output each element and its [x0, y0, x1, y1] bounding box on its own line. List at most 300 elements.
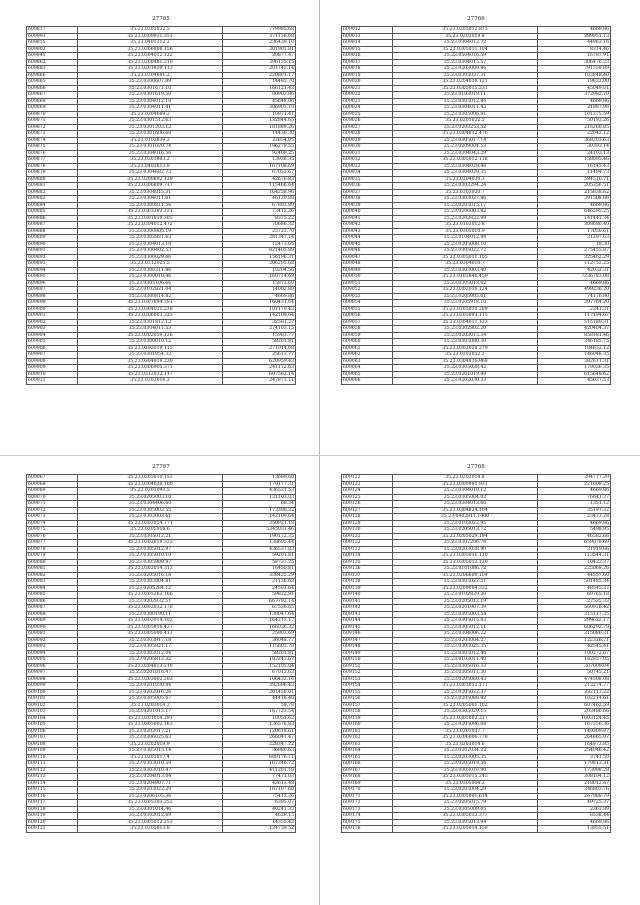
cadastral-number-cell: 35.23.0202034.22 [393, 748, 538, 755]
cadastral-number-cell: 35.23.0302020.279 [393, 345, 538, 352]
value-cell: 236439.10 [223, 40, 296, 47]
value-cell: 12473.65 [223, 241, 296, 248]
value-cell: 35197.32 [538, 507, 611, 514]
value-cell: 659078.69 [538, 540, 611, 547]
cadastral-number-cell: 35.23.0205012.875 [393, 27, 538, 34]
row-number-cell: 609867 [27, 92, 78, 99]
value-cell: 4669.86 [223, 293, 296, 300]
cadastral-number-cell: 35.23.0304816.968 [393, 358, 538, 365]
value-cell: 13955.51 [538, 826, 611, 833]
value-cell: 396135.15 [223, 59, 296, 66]
cadastral-number-cell: 35.23.0301054.32 [78, 352, 223, 359]
cadastral-number-cell: 35.23.0305011.104 [393, 46, 538, 53]
cadastral-number-cell: 35.23.0205029.194 [393, 533, 538, 540]
value-cell: 49725.37 [538, 800, 611, 807]
row-number-cell: 609094 [27, 650, 78, 657]
cadastral-number-cell: 35.23.0201054.291 [78, 715, 223, 722]
cadastral-number-cell: 35.23.0105010.209 [393, 306, 538, 313]
row-number-cell: 609075 [27, 527, 78, 534]
value-cell: 306476.23 [538, 59, 611, 66]
cadastral-number-cell: 35.23.0305001.614 [393, 793, 538, 800]
value-cell: 346185.75 [538, 339, 611, 346]
value-cell: 44557.60 [538, 572, 611, 579]
value-cell: 436531.53 [223, 488, 296, 495]
row-number-cell: 609136 [342, 566, 393, 573]
value-cell: 164213.17 [223, 618, 296, 625]
document-page-bottom-left [26, 464, 296, 833]
row-number-cell: 609139 [342, 585, 393, 592]
cadastral-number-cell: 35.23.0300995.931 [393, 481, 538, 488]
value-cell: 474508.08 [538, 676, 611, 683]
value-cell: 346803.76 [538, 787, 611, 794]
value-cell: 607462.59 [538, 702, 611, 709]
value-cell: 14430.30 [223, 131, 296, 138]
value-cell: 179813.31 [538, 761, 611, 768]
cadastral-number-cell: 35.23.0304013.18 [78, 241, 223, 248]
cadastral-number-cell: 35.23.0205916.6 [78, 527, 223, 534]
cadastral-number-cell: 35.23.0305916.437 [78, 624, 223, 631]
value-cell: 394777.29 [538, 475, 611, 482]
cadastral-number-cell: 35.23.0304029.48 [393, 163, 538, 170]
row-number-cell: 609074 [27, 520, 78, 527]
value-cell: 4669.86 [538, 488, 611, 495]
row-number-cell: 609024 [342, 105, 393, 112]
cadastral-number-cell: 35.23.0304011.53 [78, 326, 223, 333]
value-cell: 225069.26 [538, 566, 611, 573]
row-number-cell: 609151 [342, 663, 393, 670]
row-number-cell: 609883 [27, 196, 78, 203]
cadastral-number-cell: 35.23.0305012.46 [393, 650, 538, 657]
row-number-cell: 609894 [27, 267, 78, 274]
value-cell: 13689.60 [223, 475, 296, 482]
value-cell: 160714.69 [223, 274, 296, 281]
row-number-cell: 609169 [342, 780, 393, 787]
value-cell: 11494.73 [538, 170, 611, 177]
row-number-cell: 609080 [27, 559, 78, 566]
row-number-cell: 609872 [27, 124, 78, 131]
cadastral-number-cell: 35.23.0303052.171 [393, 683, 538, 690]
value-cell: 164973.85 [538, 741, 611, 748]
cadastral-number-cell: 35.23.0305013.377 [393, 813, 538, 820]
cadastral-number-cell: 35.23.0305002.55 [78, 507, 223, 514]
row-number-cell: 609885 [27, 209, 78, 216]
row-number-cell: 609114 [27, 780, 78, 787]
cadastral-number-cell: 35.23.0302032.176 [78, 605, 223, 612]
value-cell: 14355.43 [223, 819, 296, 826]
cadastral-number-cell: 35.23.0305011.130 [393, 553, 538, 560]
row-number-cell: 609064 [342, 365, 393, 372]
cadastral-number-cell: 35.23.0204013.04 [78, 774, 223, 781]
cadastral-number-cell: 35.23.0304030.100 [78, 481, 223, 488]
value-cell: 368203.63 [538, 137, 611, 144]
cadastral-number-cell: 35.23.0304681.2 [78, 72, 223, 79]
value-cell: 411201.18 [223, 767, 296, 774]
value-cell: 501485.34 [538, 579, 611, 586]
row-number-cell: 609032 [342, 157, 393, 164]
value-cell: 40241.33 [223, 806, 296, 813]
row-number-cell: 609088 [27, 611, 78, 618]
value-cell: 160431.64 [223, 300, 296, 307]
row-number-cell: 609888 [27, 228, 78, 235]
value-cell: 228347.22 [223, 741, 296, 748]
row-number-cell: 609090 [27, 624, 78, 631]
value-cell: 115603.78 [223, 644, 296, 651]
row-number-cell: 609866 [27, 72, 78, 79]
row-number-cell: 609092 [27, 637, 78, 644]
row-number-cell: 609025 [342, 111, 393, 118]
value-cell: 16145.43 [538, 163, 611, 170]
value-cell: 100272.67 [538, 650, 611, 657]
row-number-cell: 609911 [27, 378, 78, 385]
row-number-cell: 609167 [342, 767, 393, 774]
row-number-cell: 609170 [342, 787, 393, 794]
cadastral-number-cell: 35.23.0202014.8 [393, 475, 538, 482]
cadastral-number-cell: 35.23.0305013.94 [393, 819, 538, 826]
value-cell: 58201.81 [223, 339, 296, 346]
cadastral-number-cell: 35.23.0203014.6 [393, 741, 538, 748]
cadastral-number-cell: 35.23.0202017.21 [78, 728, 223, 735]
row-number-cell: 609154 [342, 683, 393, 690]
cadastral-number-cell: 35.23.0305029.15 [393, 709, 538, 716]
value-cell: 141441.34 [538, 215, 611, 222]
cadastral-number-cell: 35.23.0300814.82 [78, 293, 223, 300]
value-cell: 44416.40 [223, 696, 296, 703]
row-number-cell: 609069 [27, 488, 78, 495]
cadastral-number-cell: 35.23.0307094.391 [78, 300, 223, 307]
cadastral-number-cell: 35.23.0306905.371 [78, 365, 223, 372]
value-cell: 92409.25 [223, 150, 296, 157]
cadastral-number-cell: 35.23.0309931.351 [78, 33, 223, 40]
value-cell: 241172.63 [223, 365, 296, 372]
cadastral-number-cell: 35.23.0300402.53 [78, 248, 223, 255]
row-number-cell: 609862 [27, 59, 78, 66]
value-cell: 221608.25 [538, 481, 611, 488]
cadastral-number-cell: 35.23.0306028.66 [78, 254, 223, 261]
value-cell: 315117.35 [538, 611, 611, 618]
row-number-cell: 609881 [27, 183, 78, 190]
row-number-cell: 609031 [342, 150, 393, 157]
cadastral-number-cell: 35.23.0205918.10 [393, 300, 538, 307]
value-cell: 821405.89 [223, 248, 296, 255]
cadastral-number-cell: 35.23.0302012.69 [78, 813, 223, 820]
value-cell: 167107.60 [223, 787, 296, 794]
value-cell: 201450.01 [223, 689, 296, 696]
cadastral-number-cell: 35.23.0203253.52 [393, 124, 538, 131]
row-number-cell: 609019 [342, 72, 393, 79]
row-number-cell: 609079 [27, 553, 78, 560]
row-number-cell: 609027 [342, 124, 393, 131]
cadastral-number-cell: 35.23.0205017.4 [78, 754, 223, 761]
row-number-cell: 609082 [27, 572, 78, 579]
value-cell: 122326.71 [538, 637, 611, 644]
value-cell: 45648.06 [223, 98, 296, 105]
cadastral-number-cell: 35.23.0300892.129 [78, 176, 223, 183]
cadastral-number-cell: 35.23.0305003.54 [393, 611, 538, 618]
cadastral-number-cell: 35.23.0204813.210 [78, 663, 223, 670]
row-number-cell: 609901 [27, 313, 78, 320]
cadastral-number-cell: 35.23.0304918.230 [78, 358, 223, 365]
row-number-cell: 609034 [342, 170, 393, 177]
row-number-cell: 609091 [27, 631, 78, 638]
value-cell: 166036.32 [223, 624, 296, 631]
value-cell: 184652.12 [538, 345, 611, 352]
cadastral-number-cell: 35.23.0103011.40 [393, 657, 538, 664]
row-number-cell: 609029 [342, 137, 393, 144]
cadastral-number-cell: 35.23.0305015.231 [393, 85, 538, 92]
value-cell: 20877.47 [223, 53, 296, 60]
value-cell: 120618.61 [223, 728, 296, 735]
cadastral-number-cell: 35.23.0300010.12 [78, 339, 223, 346]
value-cell: 42545.41 [538, 644, 611, 651]
cadastral-number-cell: 35.23.0103846.459 [393, 274, 538, 281]
cadastral-number-cell: 35.23.0305980.97 [78, 559, 223, 566]
value-cell: 42032.31 [538, 267, 611, 274]
value-cell: 19.30 [538, 241, 611, 248]
cadastral-number-cell: 35.23.0305011.30 [393, 670, 538, 677]
value-cell: 68.34 [223, 501, 296, 508]
row-number-cell: 609817 [27, 27, 78, 34]
row-number-cell: 609130 [342, 527, 393, 534]
row-number-cell: 609159 [342, 715, 393, 722]
value-cell: 338425.29 [223, 572, 296, 579]
cadastral-number-cell: 35.23.0104012.98 [393, 235, 538, 242]
row-number-cell: 609013 [342, 33, 393, 40]
cadastral-number-cell: 35.23.0304824.104 [393, 507, 538, 514]
row-number-cell: 609105 [27, 722, 78, 729]
cadastral-number-cell: 35.23.0304011.43 [393, 105, 538, 112]
row-number-cell: 609166 [342, 761, 393, 768]
row-number-cell: 609077 [27, 540, 78, 547]
value-cell: 67536.65 [223, 605, 296, 612]
value-cell: 25903.69 [223, 631, 296, 638]
row-number-cell: 609841 [27, 53, 78, 60]
cadastral-number-cell: 35.23.0304011.123 [393, 319, 538, 326]
row-number-cell: 609906 [27, 345, 78, 352]
cadastral-number-cell: 35.23.0202016.26 [78, 689, 223, 696]
cadastral-number-cell: 35.23.0305080.30 [393, 339, 538, 346]
value-cell: 307009.04 [538, 663, 611, 670]
value-cell: 299622.17 [538, 618, 611, 625]
value-cell: 59.78 [223, 702, 296, 709]
cadastral-number-cell: 35.23.0305005.67 [78, 696, 223, 703]
cadastral-number-cell: 35.23.0301606.68 [78, 131, 223, 138]
cadastral-number-cell: 35.23.0302206.78 [393, 540, 538, 547]
value-cell: 121103.03 [223, 494, 296, 501]
value-cell: 15873.60 [223, 280, 296, 287]
row-number-cell: 609035 [342, 176, 393, 183]
row-number-cell: 609855 [27, 40, 78, 47]
row-number-cell: 609878 [27, 163, 78, 170]
value-cell: 594516.71 [538, 176, 611, 183]
row-number-cell: 609884 [27, 202, 78, 209]
value-cell: 25723.70 [223, 228, 296, 235]
row-number-cell: 609163 [342, 741, 393, 748]
value-cell: 397764.20 [538, 300, 611, 307]
row-number-cell: 609089 [27, 618, 78, 625]
cadastral-number-cell: 35.23.0203019.8 [393, 33, 538, 40]
cadastral-number-cell: 35.23.0305106.66 [78, 280, 223, 287]
cadastral-number-cell: 35.23.0303010.47 [78, 767, 223, 774]
cadastral-number-cell: 35.23.0205019.56 [393, 761, 538, 768]
value-cell: 60765.18 [538, 592, 611, 599]
row-number-cell: 609057 [342, 319, 393, 326]
value-cell: 201742.14 [223, 66, 296, 73]
cadastral-number-cell: 35.23.0209004.53 [393, 144, 538, 151]
cadastral-number-cell: 35.23.0302014.313 [78, 566, 223, 573]
cadastral-number-cell: 35.23.0205016.18 [78, 572, 223, 579]
cadastral-number-cell: 35.23.0304029.35 [393, 170, 538, 177]
cadastral-number-cell: 35.23.0203015.34 [393, 332, 538, 339]
value-cell: 392896.43 [223, 683, 296, 690]
row-number-cell: 609093 [27, 644, 78, 651]
cadastral-number-cell: 35.23.0302059.136 [78, 332, 223, 339]
cadastral-number-cell: 35.23.0301812.12 [78, 319, 223, 326]
cadastral-number-cell: 35.23.0304012.472 [78, 222, 223, 229]
value-cell: 1351.12 [538, 501, 611, 508]
row-number-cell: 609066 [342, 378, 393, 385]
value-cell: 5498.95 [538, 527, 611, 534]
value-cell: 179036.35 [538, 365, 611, 372]
row-number-cell: 609022 [342, 92, 393, 99]
cadastral-number-cell: 35.23.0305013.62 [393, 280, 538, 287]
value-cell: 75412.26 [223, 793, 296, 800]
cadastral-number-cell: 35.23.0205284.12 [78, 585, 223, 592]
row-number-cell: 609049 [342, 267, 393, 274]
cadastral-number-cell: 35.23.0305012.86 [393, 98, 538, 105]
value-cell: 149309.87 [538, 728, 611, 735]
row-number-cell: 609065 [342, 371, 393, 378]
row-number-cell: 609880 [27, 176, 78, 183]
row-number-cell: 609152 [342, 670, 393, 677]
row-number-cell: 609889 [27, 235, 78, 242]
value-cell: 4669.86 [538, 27, 611, 34]
row-number-cell: 609084 [27, 585, 78, 592]
row-number-cell: 609899 [27, 300, 78, 307]
value-cell: 31919.66 [538, 546, 611, 553]
value-cell: 76641.37 [538, 494, 611, 501]
row-number-cell: 609058 [342, 326, 393, 333]
row-number-cell: 609118 [27, 806, 78, 813]
cadastral-number-cell: 35.23.0205088.82 [393, 696, 538, 703]
row-number-cell: 609887 [27, 222, 78, 229]
table-row [27, 826, 296, 833]
cadastral-number-cell: 35.23.0302802.20 [393, 326, 538, 333]
page-number: 27765 [152, 16, 170, 22]
row-number-cell: 609044 [342, 235, 393, 242]
cadastral-number-cell: 35.23.0203004.27 [393, 637, 538, 644]
cadastral-number-cell: 35.23.0305012.97 [78, 546, 223, 553]
cadastral-number-cell: 35.23.0206600.104 [393, 572, 538, 579]
value-cell: 16787.91 [538, 53, 611, 60]
cadastral-number-cell: 35.23.0305025.35 [393, 644, 538, 651]
parcel-table [341, 474, 611, 833]
value-cell: 420404.37 [538, 326, 611, 333]
row-number-cell: 609085 [27, 592, 78, 599]
value-cell: 166121.43 [223, 85, 296, 92]
cadastral-number-cell: 35.23.0305012.11 [393, 624, 538, 631]
value-cell: 436537.83 [223, 546, 296, 553]
row-number-cell: 609134 [342, 553, 393, 560]
value-cell: 301901.81 [223, 46, 296, 53]
cadastral-number-cell: 35.23.0103012.8 [393, 222, 538, 229]
value-cell: 27535.33 [538, 598, 611, 605]
row-number-cell: 609043 [342, 228, 393, 235]
cadastral-number-cell: 35.23.0292019.115 [78, 345, 223, 352]
cadastral-number-cell: 35.23.0305038.42 [393, 365, 538, 372]
page-number: 27766 [467, 16, 485, 22]
cadastral-number-cell: 35.23.0300311.86 [78, 267, 223, 274]
cadastral-number-cell: 35.23.0201019.89 [393, 371, 538, 378]
row-number-cell: 609176 [342, 826, 393, 833]
cadastral-number-cell: 35.23.0304013.66 [393, 501, 538, 508]
cadastral-number-cell: 35.23.0204030.3 [393, 176, 538, 183]
value-cell: 499236.20 [538, 287, 611, 294]
cadastral-number-cell: 35.23.0303294.24 [393, 183, 538, 190]
row-number-cell: 609137 [342, 572, 393, 579]
cadastral-number-cell: 35.23.0304012.72 [393, 40, 538, 47]
cadastral-number-cell: 35.23.0205363.166 [78, 592, 223, 599]
row-number-cell: 609870 [27, 111, 78, 118]
value-cell: 218012.67 [538, 780, 611, 787]
page-number: 27768 [467, 464, 485, 470]
row-number-cell: 609120 [27, 819, 78, 826]
value-cell: 606292.79 [538, 624, 611, 631]
row-number-cell: 609121 [27, 826, 78, 833]
row-number-cell: 609111 [27, 761, 78, 768]
value-cell: 138695.44 [223, 540, 296, 547]
cadastral-number-cell: 35.23.0101086.72 [393, 566, 538, 573]
value-cell: 615648.62 [538, 371, 611, 378]
row-number-cell: 609892 [27, 254, 78, 261]
value-cell: 73412.26 [223, 209, 296, 216]
cadastral-number-cell: 35.23.0305004.2 [393, 780, 538, 787]
row-number-cell: 609129 [342, 520, 393, 527]
row-number-cell: 609063 [342, 358, 393, 365]
row-number-cell: 609140 [342, 592, 393, 599]
cadastral-number-cell: 35.23.0301512.63 [78, 118, 223, 125]
row-number-cell: 609113 [27, 774, 78, 781]
row-number-cell: 609900 [27, 306, 78, 313]
row-number-cell: 609061 [342, 345, 393, 352]
value-cell: 48545.37 [538, 585, 611, 592]
row-number-cell: 609123 [342, 481, 393, 488]
cadastral-number-cell: 35.23.0202832.51 [78, 598, 223, 605]
value-cell: 103848.40 [538, 72, 611, 79]
row-number-cell: 609014 [342, 40, 393, 47]
page-number: 27767 [152, 464, 170, 470]
row-number-cell: 609040 [342, 209, 393, 216]
row-number-cell: 609866 [27, 85, 78, 92]
cadastral-number-cell: 35.23.0304006.22 [393, 631, 538, 638]
row-number-cell: 609879 [27, 170, 78, 177]
row-number-cell: 609903 [27, 326, 78, 333]
row-number-cell: 609067 [27, 475, 78, 482]
row-number-cell: 609054 [342, 300, 393, 307]
value-cell: 50745.21 [538, 670, 611, 677]
cadastral-number-cell: 35.23.0306025.63 [78, 735, 223, 742]
value-cell: 281347.14 [223, 235, 296, 242]
value-cell: 21987.98 [538, 105, 611, 112]
cadastral-number-cell: 35.23.0206003.82 [393, 209, 538, 216]
row-number-cell: 609072 [27, 507, 78, 514]
row-number-cell: 609047 [342, 254, 393, 261]
row-number-cell: 609908 [27, 358, 78, 365]
row-number-cell: 609865 [27, 79, 78, 86]
row-number-cell: 609157 [342, 702, 393, 709]
cadastral-number-cell: 35.23.0301020.74 [78, 144, 223, 151]
value-cell: 220801.17 [223, 72, 296, 79]
value-cell: 3741.50 [538, 754, 611, 761]
